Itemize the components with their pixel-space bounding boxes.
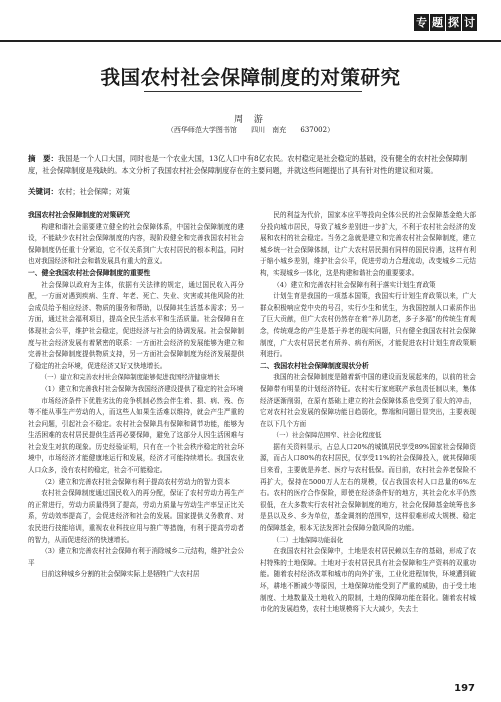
keywords-label: 关键词： <box>28 187 58 196</box>
paragraph: （2）建立和完善农村社会保障有利于提高农村劳动力的智力资本 <box>41 477 231 486</box>
section-heading: 二、我国农村社会保障制度现状分析 <box>260 361 369 370</box>
section-heading: 我国农村社会保障制度的对策研究 <box>28 211 130 219</box>
header-rule <box>0 40 501 42</box>
subsection-heading: （一）社会保障范围窄、社会化程度低 <box>272 431 382 440</box>
paragraph: 我国的社会保障制度是随着新中国的建设而发展起来的，以前的社会保障带有明显的计划经济特征。农村实行家庭联产承包责任制以来，集体经济逐渐削弱，在原有基础上建立的社会保障体系也受到了很大的冲击，它对农村社会发展的保障功能日趋弱化，弊端和问题日显突出，主要表现在以下几个方面 <box>260 373 476 428</box>
column-tag-char: 探 <box>448 16 459 29</box>
abstract <box>28 153 474 177</box>
abstract-text: 我国是一个人口大国，同时也是一个农业大国，13亿人口中有8亿农民。农村稳定是社会稳定的基础，没有健全的农村社会保障制度，社会保障制度是残缺的。本文分析了我国农村社会保障制度存在的主要问题，并就这些问题提出了具有针对性的建议和对策。 <box>28 154 468 175</box>
paragraph: 社会保障以政府为主体，依据有关法律的规定，通过国民收入再分配，一方面对遇到疾病、生育、年老、死亡、失业、灾害或其他风险的社会成员给予相应经济、物质的服务和帮助，以保障其生活基本需求；另一方面，通过社会福利项目，提高全民生活水平和生活质量。社会保障自在体现社会公平，维护社会稳定，促进经济与社会的协调发展。社会保障制度与社会经济发展有着紧密的联系：一方面社会经济的发展能够为建立和完善社会保障制度提供物质支持，另一方面社会保障制度为经济发展提供了稳定的社会环境，促进经济又好又快地增长。 <box>28 280 244 370</box>
header-band <box>0 0 501 42</box>
paragraph: （1）建立和完善我村社会保障为我国经济建设提供了稳定的社会环境 <box>41 384 244 393</box>
author: 周 游 <box>234 115 267 125</box>
column-tag-char: 专 <box>416 16 427 29</box>
column-tag-char: 题 <box>432 16 443 29</box>
subsection-heading: （一）建立和完善农村社会保障制度能够促进我国经济健康增长 <box>40 373 220 382</box>
abstract-label: 摘 要： <box>28 154 58 163</box>
title-underline <box>144 91 362 92</box>
subsection-heading: （二）土地保障功能弱化 <box>272 535 344 544</box>
paragraph: 农村社会保障制度通过国民收入的再分配，保证了农村劳动力再生产的正常进行，劳动力质量得到了提高，劳动力质量与劳动生产率呈正比关系，劳动效率提高了，会促进经济和社会的发展。国家提供义务教育、对农民进行技能培训，重视农业科技应用与推广等措施，有利于提高劳动者的智力，从而促进经济的快速增长。 <box>28 489 244 544</box>
paragraph: 市场经济条件下优胜劣汰的竞争机制必然会伴生着、损、病、残、伤等不能从事生产劳动的人，而这些人如果生活难以维持，就会产生严重的社会问题，引起社会不稳定。农村社会保障具有保障和调节功能，能够为生活困难的农村居民提供生活再必要保障，避免了这部分人因生活困难与社会发生对抗的现象。历史经验证明，只有在一个社会秩序稳定的社会环境中，市场经济才能健康地运行和发展，经济才可能持续增长。我国农业人口众多，没有农村的稳定，社会不可能稳定。 <box>28 396 244 475</box>
paragraph: （4）建立和完善农村社会保障有利于落实计划生育政策 <box>273 280 436 289</box>
affiliation-org: （西华师范大学图书馆 <box>166 126 237 134</box>
keywords <box>28 186 474 197</box>
column-tag <box>414 14 477 31</box>
paragraph: （3）建立和完善农村社会保障有利于消除城乡二元结构，维护社会公平 <box>28 547 244 567</box>
article-title: 我国农村社会保障制度的对策研究 <box>100 66 401 89</box>
paragraph: 计划生育是我国的一项基本国策，我国实行计划生育政策以来，广大群众积极响应党中央的号召，实行少生和优生，为我国控制人口素质作出了巨大贡献，但广大农村仍然存在着“养儿防老，多子多福”的传统生育观念，传统观念的产生是基于养老的现实问题，只有健全我国农村社会保障制度，广大农村居民老有所养、病有所医，才能促进农村计划生育政策顺利进行。 <box>260 292 476 359</box>
paragraph: 目前这种城乡分割的社会保障实际上是牺牲广大农村居 <box>41 570 200 579</box>
paragraph: 构建和谐社会需要建立健全的社会保障体系，中国社会保障制度的建设，不能缺少农村社会保障制度的内容，现阶段健全和完善我国农村社会保障制度仍任重十分紧迫，它不仅关系到广大农村居民的根本利益，同时也对我国经济和社会和谐发展具有重大的意义。 <box>28 222 244 266</box>
page-number: 197 <box>454 683 475 694</box>
paragraph: 民的利益为代价，国家本应平等投向全体公民的社会保障基金绝大部分投向城市居民，导致了城乡差别进一步扩大，不利于农村社会经济的发展和农村的社会稳定。当务之急就是建立和完善农村社会保障制度，建立城乡统一社会保障体制，让广大农村居民拥有同样的国民待遇，这样有利于缩小城乡差别，维护社会公平，促进劳动力合理流动，改变城乡二元结构，实现城乡一体化，这是构建和谐社会的重要要求。 <box>260 211 476 277</box>
section-heading: 一、健全我国农村社会保障制度的重要性 <box>28 268 151 277</box>
paragraph: 据有关资料显示，占总人口20%的城镇居民享受89%国家社会保障资源，而占人口80%的农村居民，仅享受11%的社会保障投入，就其保障项目来看，主要就是养老、医疗与农村低保。而目前，农村社会养老保险不再扩大，保持在5000万人左右的规模，仅占我国农村人口总量的6%左右。农村的医疗合作保险，即使在经济条件好的地方，其社会化水平仍然很低，在大多数实行农村社会保障制度的地方，社会化保障基金统筹也多是县以及乡、乡为单位，基金调剂的范围窄，这样很难形成大规模、稳定的保障基金，根本无法发挥社会保障分散风险的功能。 <box>260 442 476 533</box>
left-column <box>28 210 244 581</box>
keywords-text: 农村；社会保障；对策 <box>58 187 130 196</box>
affiliation <box>0 125 501 135</box>
column-tag-char: 讨 <box>464 16 475 29</box>
paragraph: 在我国农村社会保障中，土地是农村居民赖以生存的基础，形成了农村特殊的土地保障。土地对于农村居民具有社会保障和生产资料的双重功能。随着农村经济改革和城市的向外扩张，工业化进程加快，环境遭到破坏，耕地不断减少等原因，土地保障功能受到了严重的威胁，由于受土地制度、土地数量及土地收入的限制，土地的保障功能在弱化。随着农村城市化的发展趋势，农村土地规模将下大大减少，失去土 <box>260 547 476 614</box>
affiliation-city: 四川 南充 <box>251 126 287 134</box>
right-column <box>260 210 476 616</box>
affiliation-postcode: 637002） <box>300 126 335 134</box>
